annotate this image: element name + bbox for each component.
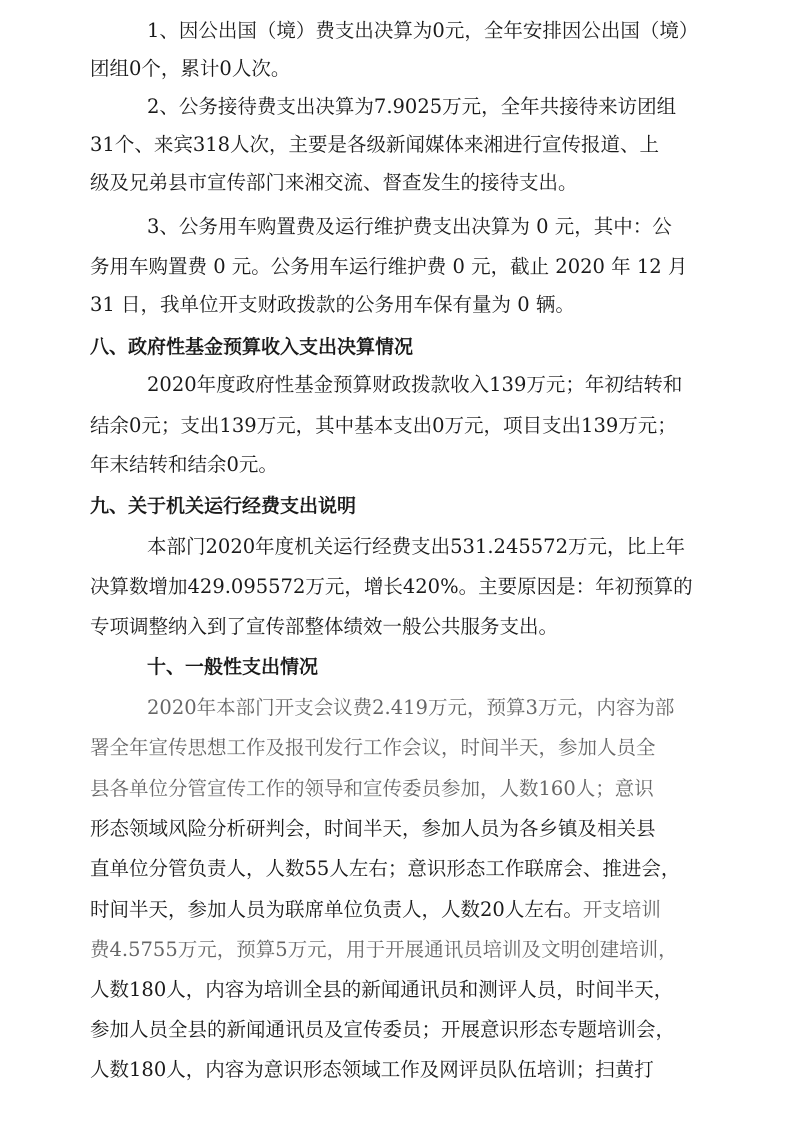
p8-line-3: 年末结转和结余0元。 — [90, 453, 278, 476]
section-heading-9: 九、关于机关运行经费支出说明 — [90, 495, 357, 517]
p10-line-7: 费4.5755万元，预算5万元，用于开展通讯员培训及文明创建培训， — [90, 938, 678, 961]
p9-line-2: 决算数增加429.095572万元，增长420%。主要原因是：年初预算的 — [90, 575, 693, 598]
p8-line-2: 结余0元；支出139万元，其中基本支出0万元，项目支出139万元； — [90, 414, 677, 437]
p2-line-3: 级及兄弟县市宣传部门来湘交流、督查发生的接待支出。 — [90, 171, 578, 194]
section-heading-10: 十、一般性支出情况 — [147, 656, 319, 678]
p9-line-1: 本部门2020年度机关运行经费支出531.245572万元，比上年 — [147, 535, 685, 558]
p10-line-9: 参加人员全县的新闻通讯员及宣传委员；开展意识形态专题培训会， — [90, 1018, 676, 1041]
p10-line-1: 2020年本部门开支会议费2.419万元，预算3万元，内容为部 — [147, 696, 675, 719]
p10-line-3: 县各单位分管宣传工作的领导和宣传委员参加，人数160人；意识 — [90, 777, 654, 800]
p3-line-1: 3、公务用车购置费及运行维护费支出决算为 0 元，其中：公 — [147, 215, 672, 238]
p10-line-6-tail: 开支培训 — [582, 898, 661, 921]
section-heading-8: 八、政府性基金预算收入支出决算情况 — [90, 336, 414, 358]
p3-line-3: 31 日，我单位开支财政拨款的公务用车保有量为 0 辆。 — [90, 293, 575, 316]
p2-line-1: 2、公务接待费支出决算为7.9025万元，全年共接待来访团组 — [147, 95, 677, 118]
p9-line-3: 专项调整纳入到了宣传部整体绩效一般公共服务支出。 — [90, 615, 559, 638]
p10-line-8: 人数180人，内容为培训全县的新闻通讯员和测评人员，时间半天， — [90, 978, 674, 1001]
p3-line-2: 务用车购置费 0 元。公务用车运行维护费 0 元，截止 2020 年 12 月 — [90, 255, 688, 278]
p10-line-5: 直单位分管负责人，人数55人左右；意识形态工作联席会、推进会， — [90, 857, 681, 880]
p8-line-1: 2020年度政府性基金预算财政拨款收入139万元；年初结转和 — [147, 373, 683, 396]
p10-line-6 — [90, 893, 710, 927]
p2-line-2: 31个、来宾318人次，主要是各级新闻媒体来湘进行宣传报道、上 — [90, 133, 660, 156]
p10-line-10: 人数180人，内容为意识形态领域工作及网评员队伍培训；扫黄打 — [90, 1058, 654, 1081]
p1-line-1: 1、因公出国（境）费支出决算为0元，全年安排因公出国（境） — [147, 19, 699, 42]
p1-line-2: 团组0个，累计0人次。 — [90, 57, 291, 80]
p10-line-4: 形态领域风险分析研判会，时间半天，参加人员为各乡镇及相关县 — [90, 817, 656, 840]
p10-line-6-main: 时间半天，参加人员为联席单位负责人，人数20人左右。 — [90, 898, 583, 921]
p10-line-2: 署全年宣传思想工作及报刊发行工作会议，时间半天，参加人员全 — [90, 736, 656, 759]
